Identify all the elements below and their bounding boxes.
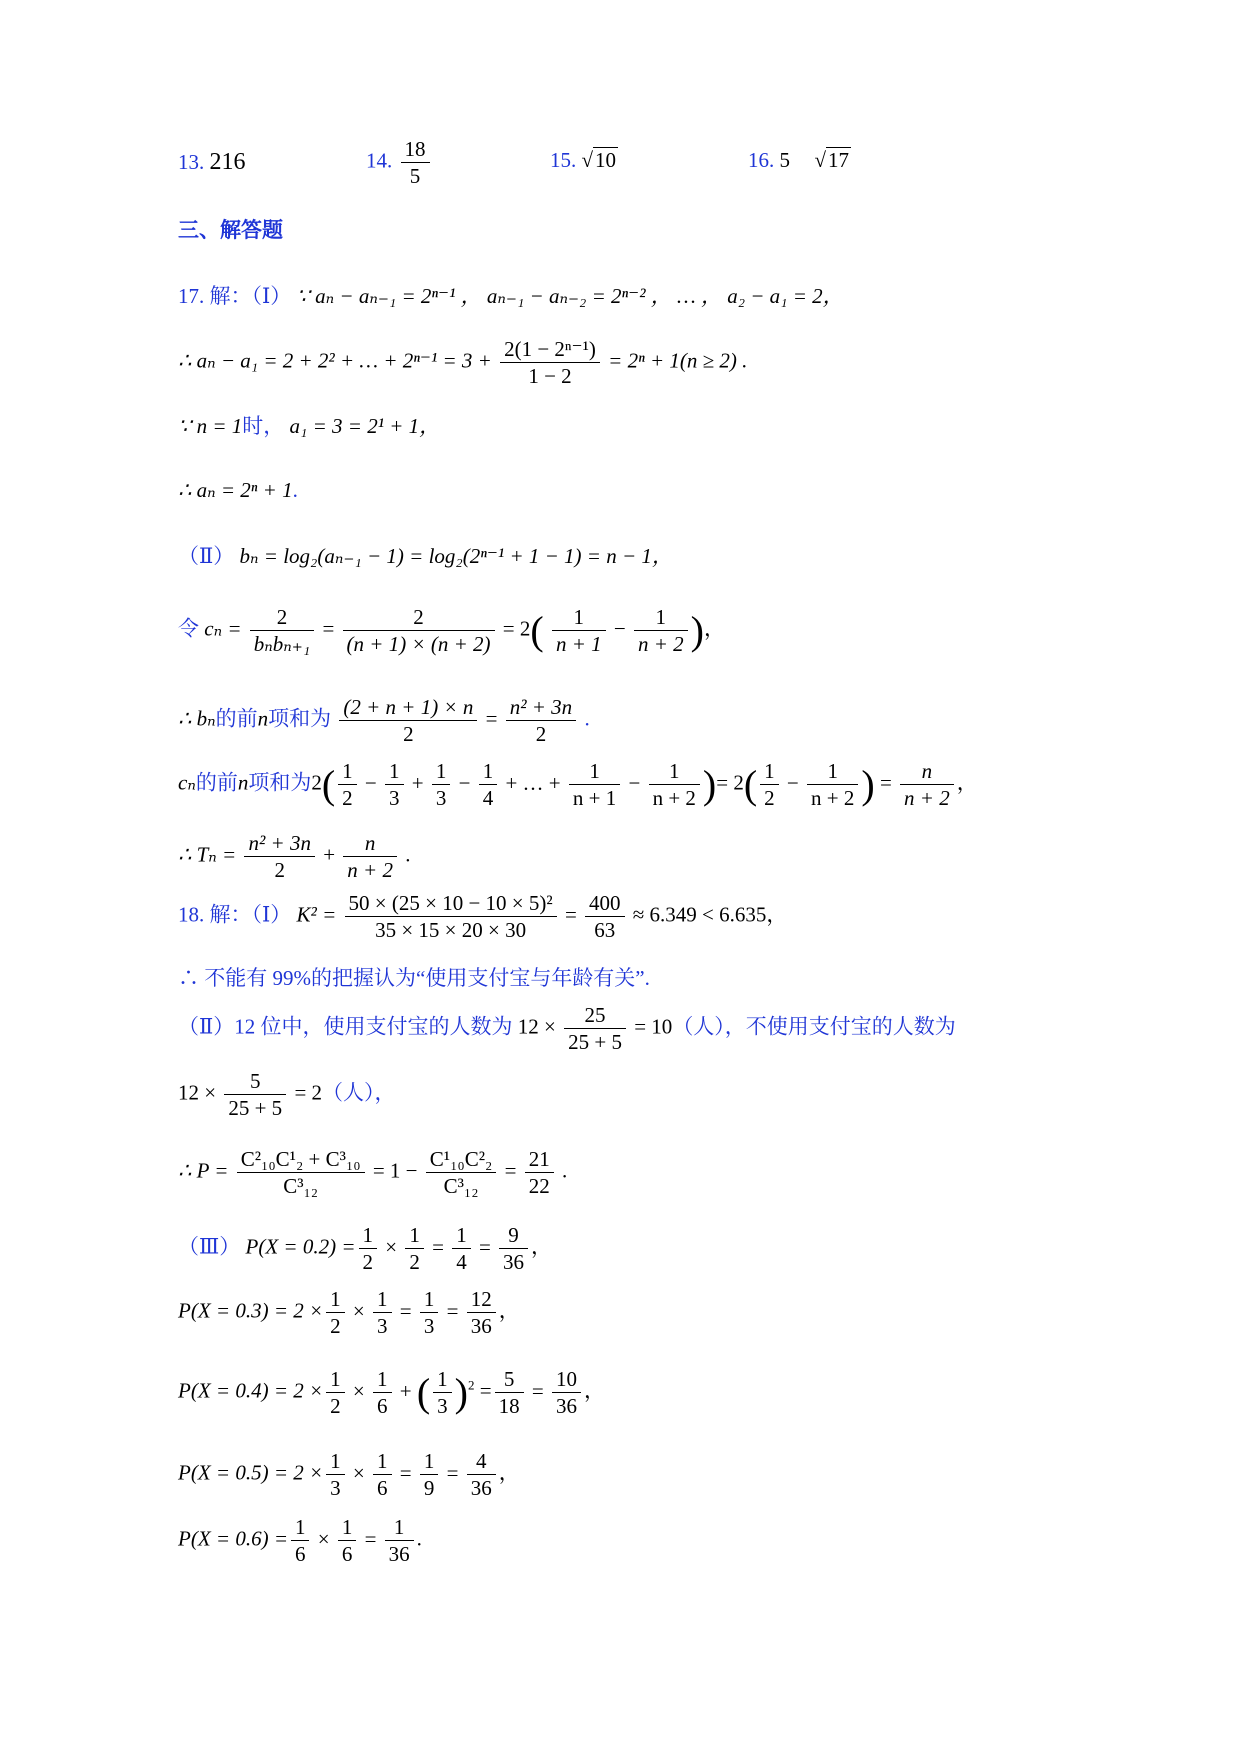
operator: = [426,1234,450,1259]
numerator: 9 [499,1222,528,1249]
operator: = [394,1298,417,1323]
numerator: 1 [326,1448,345,1475]
operator: × [380,1234,403,1259]
fraction: $\frac{n}{n + 2}$ [343,830,397,884]
fraction: $\frac{\text{C¹₁₀C²₂}}{\text{C³₁₂}}$ [426,1146,497,1200]
q18-px-3: P(X = 0.5) = 2 × $\frac{1}{3}$ × $\frac{1}{6}$ = $\frac{1}{9}$ = $\frac{4}{36}$ ， [178,1449,520,1501]
denominator: 36 [503,1250,525,1275]
operator: + … + [500,770,566,795]
fraction [420,1286,439,1340]
fraction [373,1366,392,1420]
numerator: 1 [338,758,357,785]
denominator: 2 [330,1394,341,1419]
denominator: 2 [409,1250,420,1275]
numerator: 1 [326,1366,345,1393]
answer-15: 15. √10 [550,148,617,172]
denominator: 2 [362,1250,373,1275]
numerator: 12 [467,1286,496,1313]
fraction [552,1366,581,1420]
sqrt-symbol: √10 [581,148,617,172]
denominator: 18 [498,1394,520,1419]
operator: = [359,1526,382,1551]
denominator: 3 [435,786,447,811]
operator: + [394,1378,417,1403]
fraction: $\frac{1}{n + 1}$ [552,604,606,658]
numerator: 1 [452,1222,471,1249]
fraction-sequence [356,1223,532,1275]
fraction: $\frac{1}{3}$ [433,1366,452,1420]
denominator: 4 [482,786,494,811]
numerator: 1 [373,1448,392,1475]
q17-cn-def: 令 cₙ = $\frac{2}{\text{bₙbₙ₊₁}}$ = $\frac{2}{(n + 1) \times (n + 2)}$ = 2( $\frac{1}{n + 1}$ − $\frac{1}{n + 2}$ )， [178,605,725,657]
operator: − [781,770,805,795]
q18-px-0: （Ⅲ） P(X = 0.2) = $\frac{1}{2}$ × $\frac{1}{2}$ = $\frac{1}{4}$ = $\frac{9}{36}$ ， [178,1223,553,1275]
numerator: 1 [479,758,498,785]
fraction [359,1222,378,1276]
operator: × [347,1460,370,1485]
fraction [338,758,357,812]
numerator: 1 [405,1222,424,1249]
fraction-sequence [323,1367,417,1419]
answer-13: 13. 216 [178,149,246,175]
fraction [467,1448,496,1502]
q17-line-1: 17. 解：（Ⅰ） ∵ aₙ − aₙ₋₁ = 2ⁿ⁻¹ ， aₙ₋₁ − aₙ₋₂ = 2ⁿ⁻² ， … ， a₂ − a₁ = 2， [178,284,844,308]
denominator: 36 [470,1314,492,1339]
denominator: 9 [423,1476,435,1501]
numerator: 1 [432,758,451,785]
operator: = [441,1298,464,1323]
denominator: 6 [341,1542,353,1567]
denominator: n + 2 [652,786,696,811]
fraction: $\frac{1}{n + 2}$ [634,604,688,658]
numerator: 5 [495,1366,524,1393]
fraction [326,1448,345,1502]
numerator: 4 [467,1448,496,1475]
fraction-sequence [335,759,703,811]
operator: = [394,1460,417,1485]
fraction: $\frac{\text{C²₁₀C¹₂ + C³₁₀}}{\text{C³₁₂}}$ [237,1146,365,1200]
q17-line-3: ∵ n = 1时， a₁ = 3 = 2¹ + 1， [178,414,441,438]
denominator: 36 [555,1394,577,1419]
operator: = [526,1378,549,1403]
denominator: 2 [764,786,775,811]
fraction [467,1286,496,1340]
numerator: 1 [420,1448,439,1475]
operator: + [406,770,429,795]
numerator: 10 [552,1366,581,1393]
operator: − [453,770,476,795]
denominator: n + 1 [572,786,617,811]
denominator: 3 [423,1314,435,1339]
q17-part2: （Ⅱ） bₙ = log₂(aₙ₋₁ − 1) = log₂(2ⁿ⁻¹ + 1 − 1) = n − 1， [178,544,673,568]
numerator: 1 [760,758,779,785]
q17-bn-sum: ∴ bₙ的前n项和为 $\frac{(2 + n + 1) \times n}{2}$ = $\frac{\text{n² + 3n}}{2}$ . [178,695,590,747]
q17-cn-sum: cₙ的前n项和为2( $\frac{1}{2}$ − $\frac{1}{3}$ + $\frac{1}{3}$ − $\frac{1}{4}$ + … + $\frac{1}{n + 1}$ − $\frac{1}{n + 2}$ )= 2( $\frac{1}{2}$ − $\frac{1}{n + 2}$ ) = $\frac{n}{n + 2}$ ， [178,759,978,811]
fraction [569,758,620,812]
fraction [499,1222,528,1276]
numerator: 1 [569,758,620,785]
fraction [405,1222,424,1276]
fraction: $\frac{2}{(n + 1) \times (n + 2)}$ [343,604,495,658]
numerator: 1 [338,1514,357,1541]
fraction-sequence [757,759,861,811]
fraction: $\frac{5}{25 + 5}$ [224,1068,286,1122]
fraction: $\frac{(2 + n + 1) \times n}{2}$ [339,694,477,748]
fraction: $\frac{\text{2(1 − 2ⁿ⁻¹)}}{1 - 2}$ [500,336,600,390]
q18-probability: ∴ P = $\frac{\text{C²₁₀C¹₂ + C³₁₀}}{\text{C³₁₂}}$ = 1 − $\frac{\text{C¹₁₀C²₂}}{\text{C³₁₂}}$ = $\frac{21}{22}$ . [178,1147,568,1199]
fraction-sequence [492,1367,584,1419]
denominator: 6 [294,1542,306,1567]
denominator: 3 [330,1476,341,1501]
operator: × [347,1378,370,1403]
numerator: 1 [385,758,404,785]
operator: = [473,1234,497,1259]
fraction [326,1286,345,1340]
denominator: 6 [377,1394,388,1419]
denominator: 4 [456,1250,467,1275]
fraction [373,1286,392,1340]
q18-part2-line1: （Ⅱ）12 位中，使用支付宝的人数为 12 × $\frac{25}{25 + 5}$ = 10（人），不使用支付宝的人数为 [178,1003,956,1055]
fraction [807,758,858,812]
denominator: 3 [377,1314,388,1339]
operator: − [359,770,383,795]
denominator: 2 [342,786,353,811]
numerator: 1 [385,1514,414,1541]
fraction: $\frac{2}{\text{bₙbₙ₊₁}}$ [250,604,314,658]
operator: = [441,1460,464,1485]
fraction: $\frac{\text{n² + 3n}}{2}$ [506,694,576,748]
numerator: 1 [326,1286,345,1313]
fraction [760,758,779,812]
fraction: $\frac{400}{63}$ [585,890,625,944]
fraction [326,1366,345,1420]
numerator: 1 [359,1222,378,1249]
fraction [385,758,404,812]
numerator: 1 [373,1366,392,1393]
numerator: 1 [420,1286,439,1313]
operator: − [623,770,646,795]
fraction [373,1448,392,1502]
section-title: 三、解答题 [178,218,283,242]
fraction: $\frac{21}{22}$ [525,1146,554,1200]
operator: × [312,1526,335,1551]
fraction [452,1222,471,1276]
fraction: $\frac{25}{25 + 5}$ [564,1002,626,1056]
q18-px-2: P(X = 0.4) = 2 × $\frac{1}{2}$ × $\frac{1}{6}$ + ( $\frac{1}{3}$ )$^2$ = $\frac{5}{18}$ = $\frac{10}{36}$ ， [178,1367,605,1419]
q17-line-4: ∴ aₙ = 2ⁿ + 1. [178,478,298,502]
numerator: 1 [291,1514,310,1541]
q17-line-2: ∴ aₙ − a₁ = 2 + 2² + … + 2ⁿ⁻¹ = 3 + $\frac{\text{2(1 − 2ⁿ⁻¹)}}{1 - 2}$ = 2ⁿ + 1(n ≥ 2) . [178,337,748,389]
fraction [338,1514,357,1568]
fraction: $\frac{18}{5}$ [401,136,430,190]
denominator: 36 [388,1542,410,1567]
fraction [420,1448,439,1502]
fraction: $\frac{\text{n² + 3n}}{2}$ [244,830,314,884]
q18-px-4: P(X = 0.6) = $\frac{1}{6}$ × $\frac{1}{6}$ = $\frac{1}{36}$ . [178,1515,422,1567]
denominator: 36 [470,1476,492,1501]
numerator: 1 [373,1286,392,1313]
numerator: 1 [649,758,700,785]
numerator: 1 [807,758,858,785]
q18-line-1: 18. 解：（Ⅰ） K² = $\frac{\text{50 × (25 × 10 − 10 × 5)²}}{35 \times 15 \times 20 \times 30}$ = $\frac{400}{63}$ ≈ 6.349 < 6.635， [178,891,788,943]
fraction: $\frac{\text{50 × (25 × 10 − 10 × 5)²}}{35 \times 15 \times 20 \times 30}$ [345,890,557,944]
denominator: 2 [330,1314,341,1339]
operator: × [347,1298,370,1323]
fraction [291,1514,310,1568]
denominator: 6 [377,1476,388,1501]
fraction: $\frac{n}{n + 2}$ [900,758,954,812]
q17-tn: ∴ Tₙ = $\frac{\text{n² + 3n}}{2}$ + $\frac{n}{n + 2}$ . [178,831,411,883]
q18-part2-line2: 12 × $\frac{5}{25 + 5}$ = 2（人）， [178,1069,396,1121]
fraction [649,758,700,812]
q18-px-1: P(X = 0.3) = 2 × $\frac{1}{2}$ × $\frac{1}{3}$ = $\frac{1}{3}$ = $\frac{12}{36}$ ， [178,1287,520,1339]
fraction [479,758,498,812]
fraction [432,758,451,812]
fraction [495,1366,524,1420]
fraction [385,1514,414,1568]
denominator: n + 2 [811,786,855,811]
answer-14: 14. $\frac{18}{5}$ [366,136,433,190]
denominator: 3 [389,786,400,811]
answer-16: 16. 5 √17 [748,148,850,172]
sqrt-symbol: √17 [814,148,850,172]
q18-conclusion: ∴ 不能有 99%的把握认为“使用支付宝与年龄有关”. [178,966,650,990]
